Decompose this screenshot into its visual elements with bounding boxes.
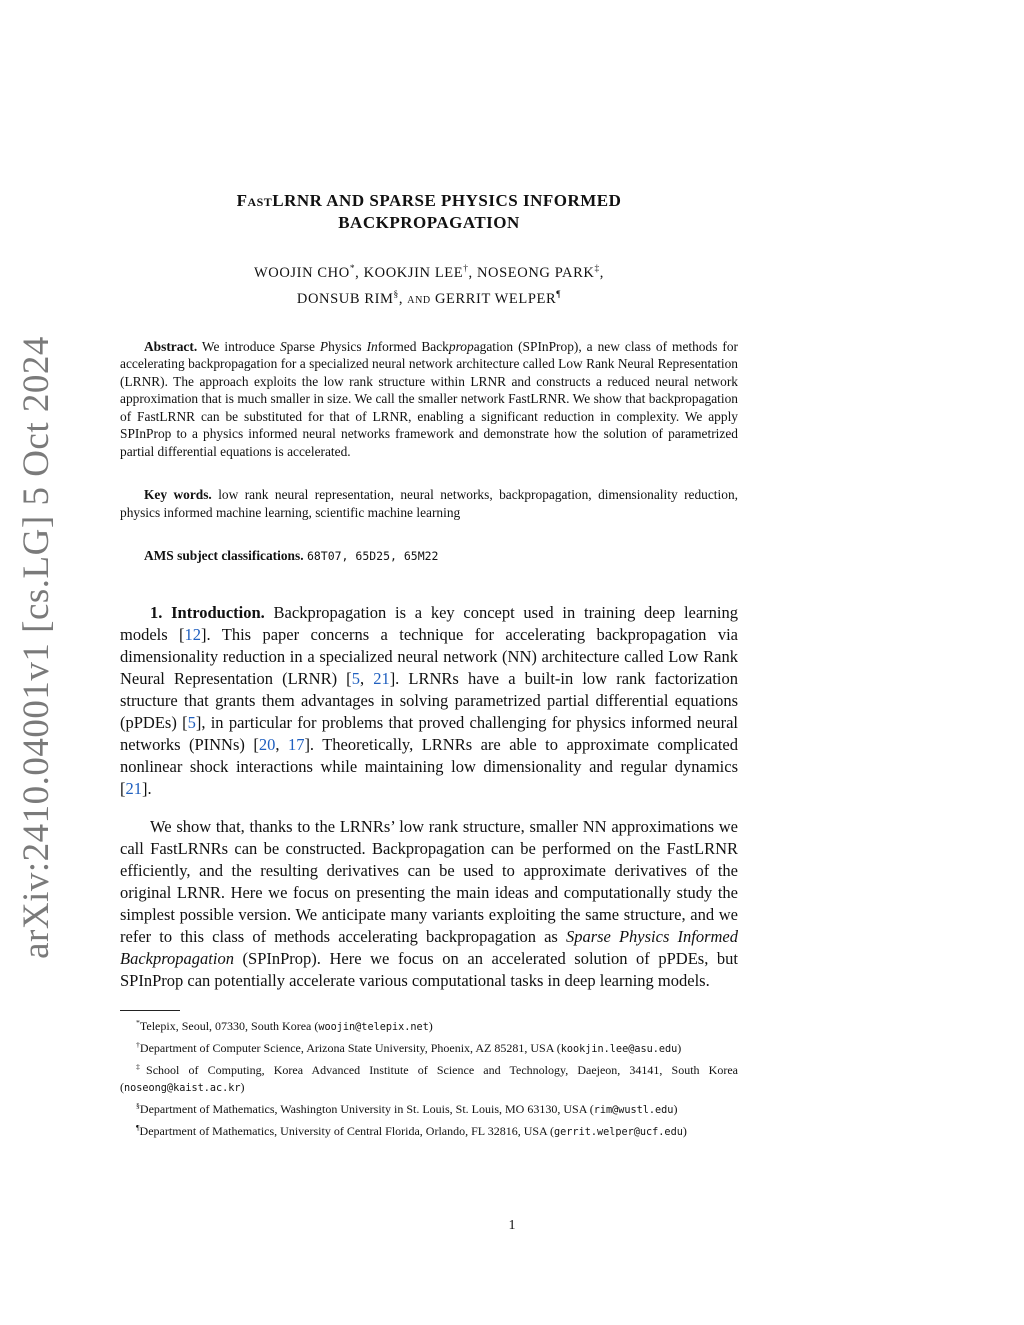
body-text: ], in particular for problems that proved challenging for physics informed neural networks (PINNs) [	[120, 712, 739, 754]
ams-codes: 68T07, 65D25, 65M22	[306, 549, 439, 564]
title-fastlrnr: FastLRNR	[236, 191, 323, 210]
footnote-text: )	[682, 1124, 687, 1139]
author-separator: ,	[355, 264, 364, 281]
author-line-1	[120, 258, 738, 284]
footnote-text: Department of Mathematics, University of Central Florida, Orlando, FL 32816, USA (	[139, 1124, 555, 1139]
citation-link[interactable]: 5	[351, 668, 360, 688]
footnote	[120, 1058, 738, 1097]
abstract-text: agation (SPInProp), a new class of methods for accelerating backpropagation for a specialized neural network architecture called Low Rank Neural Representation (LRNR). The approach exploits the low rank structure within LRNR and constructs a reduced neural network approximation that is much smaller in size. We call the smaller network FastLRNR. We show that backpropagation of FastLRNR can be substituted for that of LRNR, enabling a significant reduction in complexity. We apply SPInProp to a physics informed neural networks framework and demonstrate how the solution of parametrized partial differential equations is accelerated.	[120, 338, 739, 459]
introduction-paragraph-2	[120, 816, 738, 992]
footnote-mark: *	[136, 1018, 140, 1028]
citation-link[interactable]: 21	[125, 778, 142, 798]
body-text: We show that, thanks to the LRNRs’ low rank structure, smaller NN approximations we call FastLRNRs can be constructed. Backpropagation can be performed on the FastLRNR efficiently, and the resulting derivatives can be used to approximate derivatives of the original LRNR. Here we focus on presenting the main ideas and computationally study the simplest possible version. We anticipate many variants exploiting the same structure, and we refer to this class of methods accelerating backpropagation as	[120, 817, 738, 947]
citation-link[interactable]: 20	[258, 734, 276, 754]
footnote	[120, 1036, 738, 1058]
email-link[interactable]: woojin@telepix.net	[318, 1022, 429, 1034]
footnote	[120, 1014, 738, 1036]
body-text: (SPInProp). Here we focus on an accelerated solution of pPDEs, but SPInProp can potentially accelerate various computational tasks in deep learning models.	[120, 949, 738, 991]
section-number: 1.	[150, 602, 163, 622]
ams-label: AMS subject classifications.	[144, 548, 304, 564]
introduction-paragraph-1	[120, 602, 738, 800]
body-text: ,	[359, 668, 374, 688]
abstract-emph: P	[319, 338, 329, 354]
abstract	[120, 338, 738, 461]
footnote-rule	[120, 1010, 180, 1011]
author-separator: ,	[468, 264, 477, 281]
author-line-end: ,	[599, 264, 604, 281]
author-name: WOOJIN CHO	[254, 264, 350, 281]
footnote	[120, 1097, 738, 1119]
section-heading: Introduction.	[171, 602, 265, 622]
author-mark: †	[463, 264, 469, 274]
ams-classifications	[120, 547, 738, 566]
author-and: and	[407, 290, 431, 307]
footnote-text: Department of Mathematics, Washington University in St. Louis, St. Louis, MO 63130, USA (	[139, 1102, 594, 1117]
abstract-text: hysics	[328, 338, 367, 354]
author-list	[120, 258, 738, 310]
title-line1: AND SPARSE PHYSICS INFORMED	[322, 191, 622, 210]
author-mark: *	[349, 264, 356, 274]
paper-title	[120, 190, 738, 234]
body-text: ].	[142, 778, 152, 798]
footnote-mark: ¶	[136, 1123, 140, 1133]
footnotes	[120, 1014, 738, 1141]
email-link[interactable]: rim@wustl.edu	[593, 1105, 674, 1117]
author-line-2	[120, 284, 738, 310]
paper-page	[120, 190, 738, 1141]
footnote-text: )	[677, 1041, 682, 1056]
author-mark: §	[393, 289, 399, 300]
footnote-text: Telepix, Seoul, 07330, South Korea (	[139, 1019, 319, 1034]
abstract-text: We introduce	[197, 338, 280, 354]
footnote-text: School of Computing, Korea Advanced Institute of Science and Technology, Daejeon, 34141, South Korea (	[120, 1063, 738, 1095]
abstract-emph: prop	[448, 338, 474, 354]
abstract-text: formed Back	[377, 338, 449, 354]
footnote-text: )	[428, 1019, 433, 1034]
citation-link[interactable]: 5	[187, 712, 196, 732]
body-text: ,	[275, 734, 288, 754]
keywords	[120, 486, 738, 521]
abstract-label: Abstract.	[144, 338, 198, 354]
keywords-text: low rank neural representation, neural networks, backpropagation, dimensionality reduction, physics informed machine learning, scientific machine learning	[120, 487, 738, 520]
author-name: KOOKJIN LEE	[363, 264, 464, 281]
abstract-emph: In	[366, 338, 378, 354]
footnote-mark: ‡	[136, 1062, 147, 1072]
abstract-emph: S	[279, 338, 287, 354]
footnote-mark: †	[136, 1040, 140, 1050]
author-name: DONSUB RIM	[296, 290, 394, 307]
body-text: ]. This paper concerns a technique for accelerating backpropagation via dimensionality reduction in a specialized neural network (NN) architecture called Low Rank Neural Representation (LRNR) [	[120, 624, 738, 688]
author-mark: ‡	[594, 264, 600, 274]
author-separator: ,	[398, 290, 408, 307]
body-text: ]. Theoretically, LRNRs are able to approximate complicated nonlinear shock interactions while maintaining low dimensionality and regular dynamics [	[120, 734, 739, 798]
email-link[interactable]: noseong@kaist.ac.kr	[124, 1083, 241, 1095]
arxiv-sidebar	[8, 336, 64, 959]
footnote	[120, 1119, 738, 1141]
email-link[interactable]: kookjin.lee@asu.edu	[560, 1044, 678, 1056]
footnote-text: Department of Computer Science, Arizona State University, Phoenix, AZ 85281, USA (	[139, 1041, 561, 1056]
footnote-mark: §	[136, 1101, 140, 1111]
keywords-label: Key words.	[144, 487, 212, 503]
page-number: 1	[508, 1218, 516, 1233]
body-emph: Sparse Physics Informed Backpropagation	[120, 927, 738, 969]
footnote-text: )	[673, 1102, 678, 1117]
title-line2: BACKPROPAGATION	[338, 213, 520, 232]
email-link[interactable]: gerrit.welper@ucf.edu	[554, 1127, 683, 1139]
citation-link[interactable]: 12	[184, 624, 202, 644]
citation-link[interactable]: 17	[287, 734, 305, 754]
body-text: ]. LRNRs have a built-in low rank factorization structure that grants them advantages in solving parametrized partial differential equations (pPDEs) [	[120, 668, 738, 732]
body-text: Backpropagation is a key concept used in training deep learning models [	[120, 602, 739, 644]
author-name: NOSEONG PARK	[476, 264, 595, 281]
citation-link[interactable]: 21	[373, 668, 390, 688]
footnote-text: )	[240, 1080, 245, 1095]
author-mark: ¶	[556, 289, 562, 300]
author-name: GERRIT WELPER	[434, 290, 557, 307]
abstract-text: parse	[286, 338, 320, 354]
arxiv-identifier: arXiv:2410.04001v1 [cs.LG] 5 Oct 2024	[15, 336, 57, 959]
